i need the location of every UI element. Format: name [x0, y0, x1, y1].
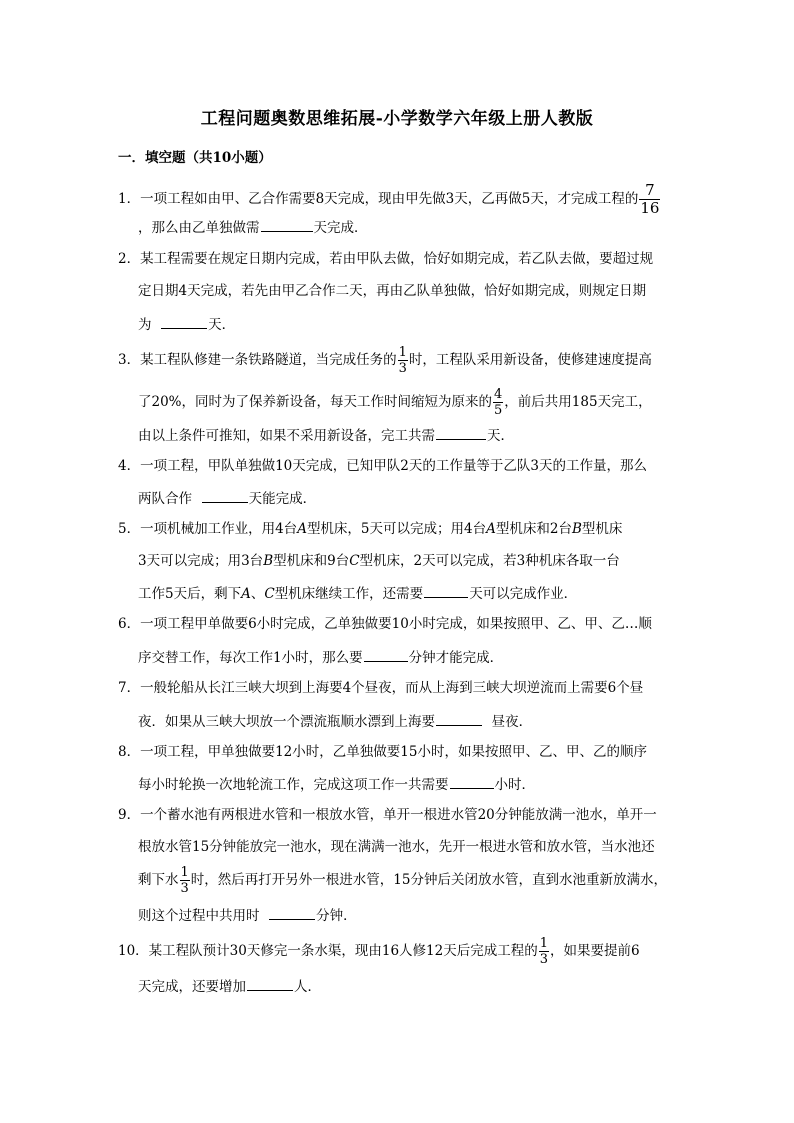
question-9-line-2: 根放水管15分钟能放完一池水，现在满满一池水，先开一根进水管和放水管，当水池还	[138, 839, 655, 855]
question-9-line-1: 9．一个蓄水池有两根进水管和一根放水管，单开一根进水管20分钟能放满一池水，单开一	[118, 807, 657, 823]
question-1-line-1	[118, 183, 661, 216]
question-5-line-1: 5．一项机械加工作业，用4台A型机床，5天可以完成；用4台A型机床和2台B型机床	[118, 521, 623, 537]
question-8-line-2: 每小时轮换一次地轮流工作，完成这项工作一共需要 小时．	[138, 777, 535, 793]
question-7-line-2: 夜．如果从三峡大坝放一个漂流瓶顺水漂到上海要 昼夜．	[138, 714, 533, 730]
question-6-line-1: 6．一项工程甲单做要6小时完成，乙单独做要10小时完成，如果按照甲、乙、甲、乙…顺	[118, 616, 652, 632]
fraction: $\frac{4}{5}$	[494, 387, 503, 418]
question-9-line-3: 剩下水 $\frac{1}{3}$ 时，然后再打开另外一根进水管，15分钟后关闭放水管，直到水池重新放满水，	[138, 865, 667, 896]
question-4-line-1: 4．一项工程，甲队单独做10天完成，已知甲队2天的工作量等于乙队3天的工作量，那么	[118, 458, 647, 474]
question-10-line-1: 10．某工程队预计30天修完一条水渠，现由16人修12天后完成工程的 $\frac{1}{3}$ ，如果要提前6	[118, 936, 640, 967]
section-heading: 一．填空题（共10小题）	[118, 150, 272, 166]
question-3-line-2: 了20%，同时为了保养新设备，每天工作时间缩短为原来的 $\frac{4}{5}$ ，前后共用185天完工，	[138, 387, 652, 418]
answer-blank[interactable]	[261, 218, 313, 232]
question-6-line-2: 序交替工作，每次工作1小时，那么要 分钟才能完成．	[138, 650, 504, 666]
fraction: $\frac{1}{3}$	[398, 345, 407, 376]
answer-blank[interactable]	[247, 977, 293, 991]
answer-blank[interactable]	[161, 315, 207, 329]
question-3-line-1: 3．某工程队修建一条铁路隧道，当完成任务的 $\frac{1}{3}$ 时，工程队采用新设备，使修建速度提高	[118, 345, 652, 376]
question-4-line-2: 两队合作 天能完成．	[138, 491, 317, 507]
answer-blank[interactable]	[269, 906, 315, 920]
question-9-line-4: 则这个过程中共用时 分钟．	[138, 908, 357, 924]
question-7-line-1: 7．一般轮船从长江三峡大坝到上海要4个昼夜，而从上海到三峡大坝逆流而上需要6个昼	[118, 680, 644, 696]
fraction: $\frac{1}{3}$	[539, 936, 548, 967]
question-1-line-2: ，那么由乙单独做需 天完成．	[138, 220, 368, 236]
question-2-line-1: 2．某工程需要在规定日期内完成，若由甲队去做，恰好如期完成，若乙队去做，要超过规	[118, 251, 654, 267]
question-2-line-3: 为 天．	[138, 317, 236, 333]
question-3-line-3: 由以上条件可推知，如果不采用新设备，完工共需 天．	[138, 428, 514, 444]
fraction: $\frac{7}{16}$	[640, 181, 660, 217]
answer-blank[interactable]	[202, 489, 248, 503]
question-8-line-1: 8．一项工程，甲单独做要12小时，乙单独做要15小时，如果按照甲、乙、甲、乙的顺序	[118, 744, 647, 760]
answer-blank[interactable]	[436, 426, 486, 440]
page-title: 工程问题奥数思维拓展-小学数学六年级上册人教版	[200, 109, 594, 129]
question-5-line-3: 工作5天后，剩下A、C型机床继续工作，还需要 天可以完成作业．	[138, 586, 578, 602]
answer-blank[interactable]	[424, 584, 468, 598]
answer-blank[interactable]	[450, 775, 494, 789]
answer-blank[interactable]	[436, 712, 482, 726]
question-1-text: 1．一项工程如由甲、乙合作需要8天完成，现由甲先做3天，乙再做5天，才完成工程的	[118, 191, 639, 207]
answer-blank[interactable]	[364, 648, 408, 662]
question-5-line-2: 3天可以完成；用3台B型机床和9台C型机床，2天可以完成，若3种机床各取一台	[138, 553, 620, 569]
fraction: $\frac{1}{3}$	[180, 865, 189, 896]
question-10-line-2: 天完成，还要增加 人．	[138, 979, 321, 995]
question-2-line-2: 定日期4天完成，若先由甲乙合作二天，再由乙队单独做，恰好如期完成，则规定日期	[138, 283, 647, 299]
